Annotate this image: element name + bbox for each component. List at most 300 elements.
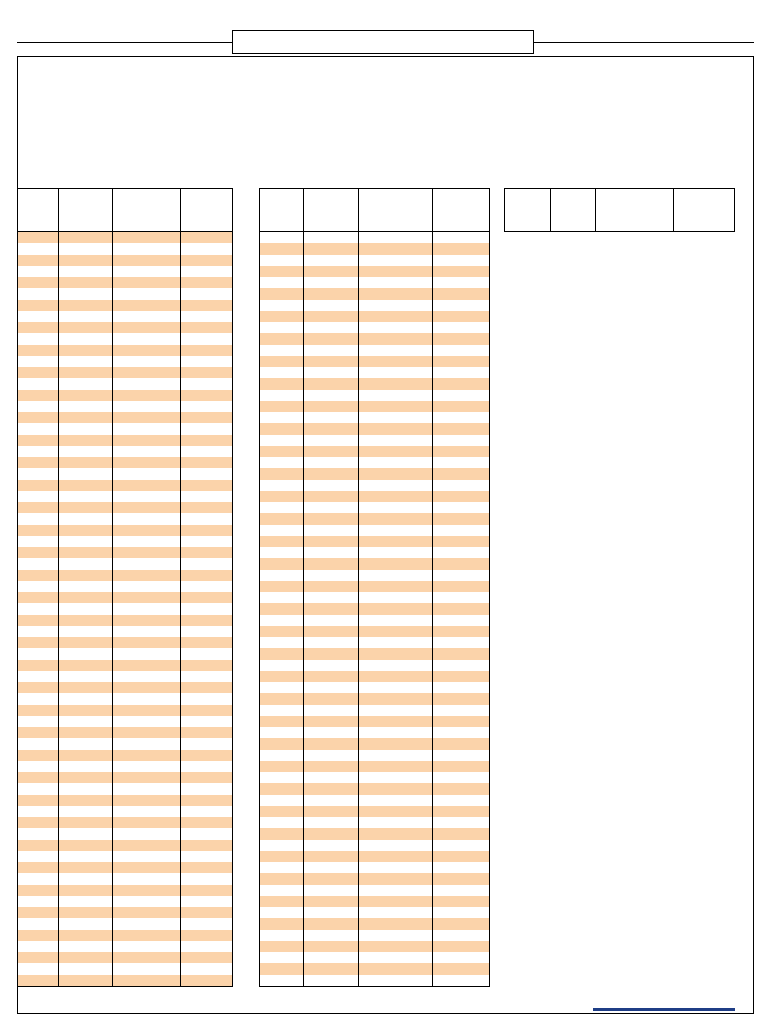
dimension-cell: [59, 750, 113, 761]
dimension-cell: [359, 603, 433, 614]
bricks-cell: [260, 671, 304, 682]
dimension-cell: [359, 300, 433, 311]
bricks-cell: [18, 412, 59, 423]
dimension-cell: [433, 491, 490, 502]
table-row: [18, 468, 233, 479]
column-header: [18, 189, 59, 232]
table-row: [260, 513, 490, 524]
dimension-cell: [304, 480, 359, 491]
dimension-cell: [181, 873, 233, 884]
dimension-cell: [59, 288, 113, 299]
dimension-cell: [304, 345, 359, 356]
dimension-cell: [433, 255, 490, 266]
table-row: [260, 795, 490, 806]
dimension-cell: [181, 311, 233, 322]
dimension-cell: [304, 930, 359, 941]
dimension-cell: [359, 491, 433, 502]
dimension-cell: [113, 885, 181, 896]
bricks-cell: [18, 840, 59, 851]
dimension-cell: [59, 918, 113, 929]
table-row: [260, 896, 490, 907]
dimension-cell: [304, 288, 359, 299]
dimension-cell: [181, 378, 233, 389]
dimension-cell: [113, 570, 181, 581]
table-row: [260, 705, 490, 716]
bricks-cell: [18, 738, 59, 749]
dimension-cell: [304, 525, 359, 536]
dimension-cell: [181, 570, 233, 581]
dimension-cell: [59, 873, 113, 884]
bricks-cell: [18, 885, 59, 896]
dimension-cell: [181, 288, 233, 299]
dimension-cell: [359, 930, 433, 941]
dimension-cell: [59, 716, 113, 727]
table-row: [260, 648, 490, 659]
table-row: [18, 693, 233, 704]
dimension-cell: [359, 615, 433, 626]
column-header: [505, 189, 551, 232]
table-row: [18, 885, 233, 896]
dimension-cell: [304, 243, 359, 254]
dimension-cell: [359, 693, 433, 704]
dimension-cell: [181, 502, 233, 513]
dimension-cell: [181, 671, 233, 682]
bricks-cell: [260, 930, 304, 941]
dimension-cell: [433, 513, 490, 524]
table-row: [260, 468, 490, 479]
dimension-cell: [113, 592, 181, 603]
dimension-cell: [181, 300, 233, 311]
dimension-cell: [113, 536, 181, 547]
dimension-cell: [181, 705, 233, 716]
table-row: [260, 266, 490, 277]
bricks-cell: [260, 513, 304, 524]
dimension-cell: [59, 423, 113, 434]
dimension-cell: [304, 300, 359, 311]
dimension-cell: [113, 862, 181, 873]
dimension-cell: [181, 333, 233, 344]
bricks-cell: [260, 795, 304, 806]
dimension-cell: [359, 243, 433, 254]
table-row: [18, 682, 233, 693]
table-row: [18, 232, 233, 244]
bricks-cell: [260, 873, 304, 884]
dimension-cell: [181, 716, 233, 727]
bricks-cell: [18, 975, 59, 987]
bricks-cell: [260, 412, 304, 423]
dimension-cell: [113, 930, 181, 941]
table-row: [18, 975, 233, 987]
dimension-cell: [113, 390, 181, 401]
bricks-cell: [260, 637, 304, 648]
bricks-cell: [260, 907, 304, 918]
dimension-cell: [304, 626, 359, 637]
dimension-cell: [113, 648, 181, 659]
dimension-cell: [181, 772, 233, 783]
bricks-cell: [260, 232, 304, 244]
bricks-cell: [260, 435, 304, 446]
dimension-cell: [113, 581, 181, 592]
table-row: [260, 603, 490, 614]
dimension-cell: [59, 806, 113, 817]
dimension-cell: [113, 738, 181, 749]
table-row: [18, 311, 233, 322]
bricks-cell: [260, 716, 304, 727]
table-row: [260, 570, 490, 581]
dimension-cell: [359, 333, 433, 344]
dimension-cell: [181, 918, 233, 929]
table-row: [18, 333, 233, 344]
dimension-cell: [359, 536, 433, 547]
dimension-cell: [181, 952, 233, 963]
bricks-cell: [260, 446, 304, 457]
bricks-cell: [18, 828, 59, 839]
dimension-cell: [433, 806, 490, 817]
brick-table-3: [504, 188, 735, 232]
bricks-cell: [260, 952, 304, 963]
dimension-cell: [433, 277, 490, 288]
bricks-cell: [260, 783, 304, 794]
dimension-cell: [59, 862, 113, 873]
dimension-cell: [304, 603, 359, 614]
bricks-cell: [260, 378, 304, 389]
table-row: [260, 390, 490, 401]
table-row: [18, 783, 233, 794]
bricks-cell: [18, 705, 59, 716]
table-row: [260, 311, 490, 322]
dimension-cell: [181, 660, 233, 671]
dimension-cell: [181, 457, 233, 468]
dimension-cell: [59, 851, 113, 862]
dimension-cell: [304, 322, 359, 333]
dimension-cell: [359, 682, 433, 693]
column-header: [113, 189, 181, 232]
sheet-title: [232, 30, 534, 54]
dimension-cell: [359, 345, 433, 356]
dimension-cell: [433, 288, 490, 299]
table-row: [18, 795, 233, 806]
table-row: [18, 277, 233, 288]
bricks-cell: [260, 243, 304, 254]
table-row: [260, 581, 490, 592]
dimension-cell: [433, 243, 490, 254]
dimension-cell: [304, 615, 359, 626]
bricks-cell: [260, 750, 304, 761]
bricks-cell: [18, 626, 59, 637]
table-row: [18, 941, 233, 952]
dimension-cell: [113, 795, 181, 806]
bricks-cell: [260, 390, 304, 401]
column-header: [260, 189, 304, 232]
dimension-cell: [304, 828, 359, 839]
dimension-cell: [113, 963, 181, 974]
dimension-cell: [304, 693, 359, 704]
table-row: [260, 660, 490, 671]
bricks-cell: [18, 851, 59, 862]
dimension-cell: [433, 727, 490, 738]
bricks-cell: [18, 322, 59, 333]
dimension-cell: [433, 423, 490, 434]
bricks-cell: [18, 390, 59, 401]
dimension-cell: [181, 491, 233, 502]
dimension-cell: [59, 311, 113, 322]
dimension-cell: [304, 266, 359, 277]
table-row: [260, 333, 490, 344]
dimension-cell: [433, 648, 490, 659]
dimension-cell: [59, 648, 113, 659]
dimension-cell: [113, 446, 181, 457]
bricks-cell: [18, 558, 59, 569]
table-row: [260, 952, 490, 963]
dimension-cell: [59, 536, 113, 547]
table-row: [18, 671, 233, 682]
dimension-cell: [113, 828, 181, 839]
table-row: [260, 975, 490, 987]
dimension-cell: [433, 671, 490, 682]
dimension-cell: [433, 401, 490, 412]
table-row: [18, 423, 233, 434]
dimension-cell: [113, 333, 181, 344]
table-row: [18, 930, 233, 941]
table-row: [18, 873, 233, 884]
bricks-cell: [18, 457, 59, 468]
dimension-cell: [59, 581, 113, 592]
bricks-cell: [260, 885, 304, 896]
dimension-cell: [359, 626, 433, 637]
table-row: [260, 401, 490, 412]
bricks-cell: [18, 603, 59, 614]
dimension-cell: [359, 446, 433, 457]
dimension-cell: [181, 243, 233, 254]
dimension-cell: [359, 750, 433, 761]
dimension-cell: [181, 581, 233, 592]
dimension-cell: [304, 390, 359, 401]
dimension-cell: [59, 345, 113, 356]
bricks-cell: [18, 345, 59, 356]
dimension-cell: [304, 783, 359, 794]
dimension-cell: [59, 693, 113, 704]
dimension-cell: [181, 682, 233, 693]
column-header: [551, 189, 596, 232]
dimension-cell: [359, 873, 433, 884]
dimension-cell: [359, 637, 433, 648]
dimension-cell: [59, 468, 113, 479]
bricks-cell: [260, 322, 304, 333]
dimension-cell: [59, 682, 113, 693]
dimension-cell: [359, 502, 433, 513]
bricks-cell: [18, 660, 59, 671]
dimension-cell: [181, 795, 233, 806]
bricks-cell: [18, 446, 59, 457]
dimension-cell: [433, 761, 490, 772]
table-row: [18, 558, 233, 569]
dimension-cell: [59, 840, 113, 851]
dimension-cell: [113, 525, 181, 536]
dimension-cell: [433, 828, 490, 839]
dimension-cell: [433, 682, 490, 693]
dimension-cell: [59, 626, 113, 637]
brick-table-1: [17, 188, 233, 987]
table-row: [18, 637, 233, 648]
table-row: [260, 772, 490, 783]
dimension-cell: [304, 716, 359, 727]
dimension-cell: [59, 592, 113, 603]
column-header: [674, 189, 735, 232]
bricks-cell: [260, 626, 304, 637]
bricks-cell: [18, 266, 59, 277]
bricks-cell: [260, 457, 304, 468]
dimension-cell: [304, 536, 359, 547]
table-row: [18, 761, 233, 772]
dimension-cell: [59, 502, 113, 513]
bricks-cell: [260, 727, 304, 738]
dimension-cell: [304, 660, 359, 671]
dimension-cell: [113, 547, 181, 558]
dimension-cell: [181, 558, 233, 569]
table-row: [18, 536, 233, 547]
dimension-cell: [59, 738, 113, 749]
bricks-cell: [260, 772, 304, 783]
dimension-cell: [181, 975, 233, 987]
bricks-cell: [18, 277, 59, 288]
bricks-cell: [260, 918, 304, 929]
dimension-cell: [304, 648, 359, 659]
table-row: [18, 367, 233, 378]
table-row: [260, 626, 490, 637]
table-row: [18, 918, 233, 929]
dimension-cell: [359, 513, 433, 524]
bricks-cell: [260, 468, 304, 479]
table-row: [260, 288, 490, 299]
table-row: [260, 322, 490, 333]
dimension-cell: [304, 941, 359, 952]
dimension-cell: [433, 941, 490, 952]
table-row: [260, 716, 490, 727]
bricks-cell: [18, 288, 59, 299]
dimension-cell: [113, 367, 181, 378]
dimension-cell: [359, 738, 433, 749]
table-row: [18, 648, 233, 659]
dimension-cell: [433, 907, 490, 918]
dimension-cell: [59, 491, 113, 502]
dimension-cell: [59, 333, 113, 344]
column-header: [59, 189, 113, 232]
dimension-cell: [181, 840, 233, 851]
bricks-cell: [18, 356, 59, 367]
dimension-cell: [113, 322, 181, 333]
table-row: [260, 435, 490, 446]
bricks-cell: [260, 502, 304, 513]
bricks-cell: [260, 660, 304, 671]
bricks-cell: [260, 525, 304, 536]
column-header: [181, 189, 233, 232]
dimension-cell: [113, 682, 181, 693]
table-row: [260, 536, 490, 547]
bricks-cell: [18, 300, 59, 311]
table-row: [260, 682, 490, 693]
bricks-cell: [260, 570, 304, 581]
bricks-cell: [260, 806, 304, 817]
bricks-cell: [18, 367, 59, 378]
dimension-cell: [359, 952, 433, 963]
table-row: [18, 952, 233, 963]
table-row: [260, 885, 490, 896]
dimension-cell: [113, 873, 181, 884]
table-row: [18, 840, 233, 851]
dimension-cell: [359, 885, 433, 896]
dimension-cell: [359, 772, 433, 783]
dimension-cell: [359, 322, 433, 333]
table-row: [18, 288, 233, 299]
dimension-cell: [113, 840, 181, 851]
dimension-cell: [181, 817, 233, 828]
dimension-cell: [433, 378, 490, 389]
bricks-cell: [18, 761, 59, 772]
dimension-cell: [304, 738, 359, 749]
bricks-cell: [18, 491, 59, 502]
bricks-cell: [260, 682, 304, 693]
dimension-cell: [304, 840, 359, 851]
dimension-cell: [59, 412, 113, 423]
dimension-cell: [113, 952, 181, 963]
dimension-cell: [304, 896, 359, 907]
dimension-cell: [181, 896, 233, 907]
dimension-cell: [433, 772, 490, 783]
dimension-cell: [359, 356, 433, 367]
dimension-cell: [304, 446, 359, 457]
dimension-cell: [304, 333, 359, 344]
table-row: [18, 615, 233, 626]
dimension-cell: [181, 446, 233, 457]
dimension-cell: [113, 356, 181, 367]
dimension-cell: [181, 536, 233, 547]
dimension-cell: [113, 772, 181, 783]
bricks-cell: [260, 558, 304, 569]
dimension-cell: [59, 277, 113, 288]
dimension-cell: [113, 412, 181, 423]
dimension-cell: [304, 851, 359, 862]
dimension-cell: [304, 918, 359, 929]
dimension-cell: [59, 637, 113, 648]
dimension-cell: [433, 930, 490, 941]
bricks-cell: [260, 300, 304, 311]
column-header: [304, 189, 359, 232]
bricks-cell: [18, 378, 59, 389]
dimension-cell: [59, 322, 113, 333]
table-row: [260, 907, 490, 918]
dimension-cell: [304, 435, 359, 446]
dimension-cell: [113, 457, 181, 468]
dimension-cell: [359, 435, 433, 446]
dimension-cell: [433, 795, 490, 806]
dimension-cell: [181, 277, 233, 288]
bricks-cell: [260, 693, 304, 704]
dimension-cell: [113, 626, 181, 637]
dimension-cell: [113, 896, 181, 907]
dimension-cell: [304, 367, 359, 378]
table-row: [18, 502, 233, 513]
dimension-cell: [433, 637, 490, 648]
bricks-cell: [18, 232, 59, 244]
dimension-cell: [359, 761, 433, 772]
dimension-cell: [59, 963, 113, 974]
dimension-cell: [181, 806, 233, 817]
dimension-cell: [359, 277, 433, 288]
dimension-cell: [433, 963, 490, 974]
bricks-cell: [260, 536, 304, 547]
dimension-cell: [113, 727, 181, 738]
bricks-cell: [18, 671, 59, 682]
